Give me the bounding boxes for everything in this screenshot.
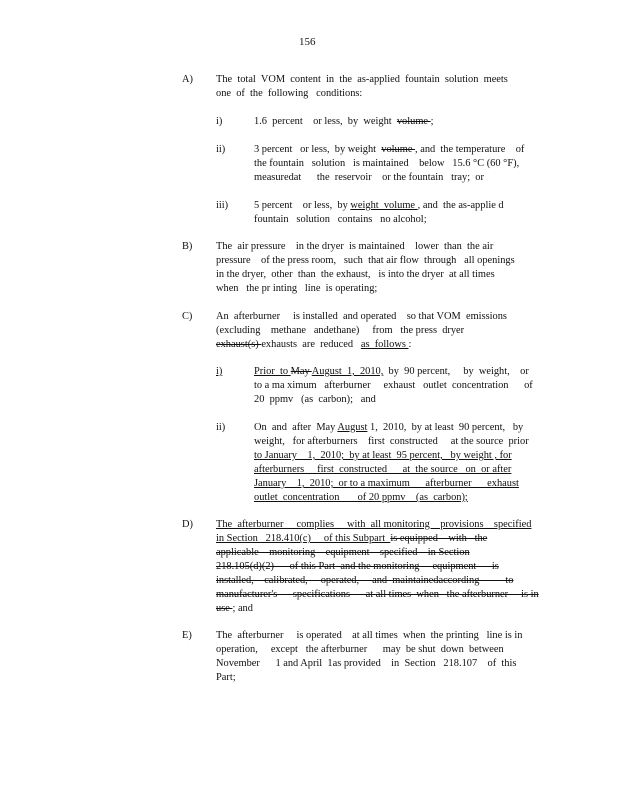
section-d-label: D) — [182, 519, 193, 530]
section-a-line: The total VOM content in the as-applied fountain solution meets — [216, 74, 508, 85]
section-d-line: installed, calibrated, operated, and maintainedaccording to — [216, 575, 514, 586]
section-c-line: An afterburner is installed and operated so that VOM emissions — [216, 311, 507, 322]
item-a-iii-label: iii) — [216, 200, 229, 211]
section-d-line: manufacturer's specifications at all times when the afterburner is in — [216, 589, 539, 600]
item-c-i-text: to a ma ximum afterburner exhaust outlet concentration of — [254, 380, 533, 391]
item-a-iii-text: 5 percent or less, by weight volume , and the as-applie d — [254, 200, 504, 211]
section-b-line: when the pr inting line is operating; — [216, 283, 378, 294]
section-e-line: operation, except the afterburner may be shut down between — [216, 644, 504, 655]
item-c-i-text: Prior to May August 1, 2010, by 90 percent, by weight, or — [254, 366, 529, 377]
item-a-ii-text: the fountain solution is maintained below 15.6 °C (60 °F), — [254, 158, 520, 169]
section-c-line: (excluding methane andethane) from the press dryer — [216, 325, 465, 336]
item-c-ii-text: weight, for afterburners first constructed at the source prior — [254, 436, 529, 447]
item-a-i-label: i) — [216, 116, 223, 127]
section-b-line: in the dryer, other than the exhaust, is into the dryer at all times — [216, 269, 495, 280]
section-c-line: exhaust(s) exhausts are reduced as follows : — [216, 339, 412, 350]
item-c-ii-text: January 1, 2010; or to a maximum afterburner exhaust — [254, 478, 519, 489]
item-a-iii-text: fountain solution contains no alcohol; — [254, 214, 427, 225]
item-c-ii-text: On and after May August 1, 2010, by at least 90 percent, by — [254, 422, 524, 433]
item-c-ii-label: ii) — [216, 422, 226, 433]
item-a-i-text: 1.6 percent or less, by weight volume ; — [254, 116, 434, 127]
item-a-ii-label: ii) — [216, 144, 226, 155]
item-c-ii-text: afterburners first constructed at the source on or after — [254, 464, 512, 475]
section-d-line: applicable monitoring equipment specified in Section — [216, 547, 470, 558]
item-c-ii-text: to January 1, 2010; by at least 95 percent, by weight , for — [254, 450, 512, 461]
section-d-line: The afterburner complies with all monitoring provisions specified — [216, 519, 532, 530]
section-b-line: The air pressure in the dryer is maintained lower than the air — [216, 241, 494, 252]
section-e-label: E) — [182, 630, 192, 641]
section-a-label: A) — [182, 74, 193, 85]
section-c-label: C) — [182, 311, 193, 322]
section-b-line: pressure of the press room, such that air flow through all openings — [216, 255, 515, 266]
item-c-ii-text: outlet concentration of 20 ppmv (as carbon); — [254, 492, 468, 503]
section-d-line: use ; and — [216, 603, 253, 614]
section-b-label: B) — [182, 241, 193, 252]
section-d-line: 218.105(d)(2) of this Part and the monitoring equipment is — [216, 561, 499, 572]
item-c-i-text: 20 ppmv (as carbon); and — [254, 394, 376, 405]
section-a-line: one of the following conditions: — [216, 88, 363, 99]
section-d-line: in Section 218.410(c) of this Subpart is equipped with the — [216, 533, 488, 544]
page-number: 156 — [299, 36, 316, 48]
section-e-line: Part; — [216, 672, 236, 683]
item-a-ii-text: 3 percent or less, by weight volume , and the temperature of — [254, 144, 525, 155]
section-e-line: The afterburner is operated at all times when the printing line is in — [216, 630, 523, 641]
item-c-i-label: i) — [216, 366, 223, 377]
item-a-ii-text: measuredat the reservoir or the fountain tray; or — [254, 172, 484, 183]
section-e-line: November 1 and April 1as provided in Section 218.107 of this — [216, 658, 517, 669]
